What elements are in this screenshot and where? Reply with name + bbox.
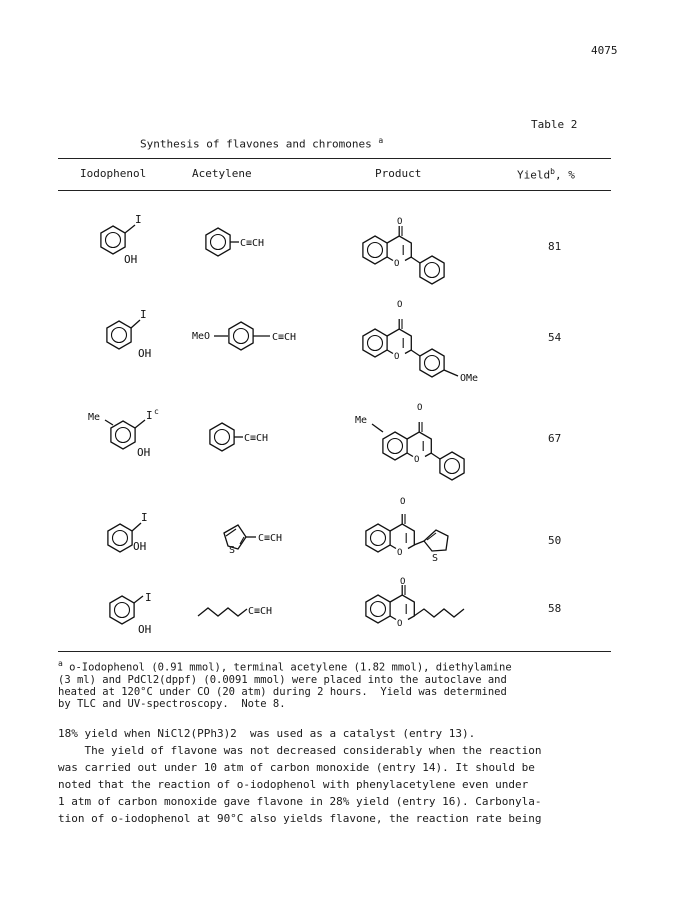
iodo-label: I — [141, 511, 148, 524]
col-header-acetylene: Acetylene — [192, 167, 252, 180]
hydroxy-label: OH — [138, 347, 152, 360]
row3-iodophenol — [88, 407, 159, 459]
table-bottom-rule — [58, 651, 611, 652]
yield-header-marker: b — [550, 167, 555, 176]
row3-acetylene — [210, 423, 268, 451]
iodo-label: I — [135, 213, 142, 226]
yield-header-text: Yield — [517, 168, 551, 182]
caption-footnote-marker: a — [378, 136, 384, 145]
carbonyl-o: O — [400, 497, 406, 507]
ring-o: O — [394, 259, 400, 269]
yield-row-3: 67 — [548, 432, 562, 445]
ring-o: O — [397, 619, 403, 629]
body-line-1: 18% yield when NiCl2(PPh3)2 was used as a catalyst (entry 13). — [58, 727, 476, 740]
yield-row-2: 54 — [548, 331, 562, 344]
footnote-line-4: by TLC and UV-spectroscopy. Note 8. — [58, 697, 286, 710]
hydroxy-label: OH — [138, 623, 152, 636]
footnote-c-marker: c — [154, 407, 159, 416]
row4-iodophenol — [108, 511, 148, 553]
row4-acetylene — [224, 525, 282, 556]
row5-product — [366, 577, 464, 629]
body-line-5: 1 atm of carbon monoxide gave flavone in 28% yield (entry 16). Carbonyla- — [58, 795, 542, 808]
yield-row-4: 50 — [548, 534, 562, 547]
row2-acetylene — [192, 322, 296, 350]
row5-acetylene — [198, 606, 272, 617]
carbonyl-o: O — [417, 403, 423, 413]
methyl-substituent: Me — [355, 415, 368, 426]
body-line-6: tion of o-iodophenol at 90°C also yields flavone, the reaction rate being — [58, 812, 542, 825]
row4-product — [366, 497, 448, 564]
footnote-line-1: o-Iodophenol (0.91 mmol), terminal acetylene (1.82 mmol), diethylamine — [62, 661, 512, 674]
col-header-product: Product — [375, 167, 422, 180]
iodo-label: I — [146, 409, 153, 422]
page-number: 4075 — [591, 44, 618, 57]
acetylene-label: C≡CH — [240, 238, 265, 249]
yield-row-5: 58 — [548, 602, 562, 615]
table-label: Table 2 — [531, 118, 578, 131]
footnote-marker: a — [58, 659, 63, 668]
ring-o: O — [397, 548, 403, 558]
caption-text: Synthesis of flavones and chromones — [140, 137, 372, 151]
iodo-label: I — [140, 308, 147, 321]
acetylene-label: C≡CH — [248, 606, 273, 617]
row2-product — [363, 300, 478, 384]
row1-iodophenol — [101, 213, 142, 266]
methoxy-prefix: MeO — [192, 331, 211, 342]
body-paragraph — [58, 725, 623, 827]
hydroxy-label: OH — [133, 540, 147, 553]
thiophene-s: S — [229, 545, 236, 556]
row1-product — [363, 217, 444, 284]
carbonyl-o: O — [400, 577, 406, 587]
hydroxy-label: OH — [137, 446, 151, 459]
acetylene-label: C≡CH — [244, 433, 269, 444]
row2-iodophenol — [107, 308, 151, 360]
hydroxy-label: OH — [124, 253, 138, 266]
body-line-3: was carried out under 10 atm of carbon monoxide (entry 14). It should be — [58, 761, 535, 774]
footnote-line-3: heated at 120°C under CO (20 atm) during 2 hours. Yield was determined — [58, 685, 507, 698]
yield-header-unit: , % — [554, 168, 575, 182]
row1-acetylene — [206, 228, 264, 256]
footnote-line-2: (3 ml) and PdCl2(dppf) (0.0091 mmol) were placed into the autoclave and — [58, 673, 507, 686]
ring-o: O — [394, 352, 400, 362]
body-line-4: noted that the reaction of o-iodophenol with phenylacetylene even under — [58, 778, 529, 791]
carbonyl-o: O — [397, 217, 403, 227]
row5-iodophenol — [110, 591, 152, 636]
ring-o: O — [414, 455, 420, 465]
methyl-label: Me — [88, 412, 101, 423]
body-line-2: The yield of flavone was not decreased considerably when the reaction — [58, 744, 542, 757]
methoxy-substituent: OMe — [460, 373, 479, 384]
acetylene-label: C≡CH — [272, 332, 297, 343]
carbonyl-o: O — [397, 300, 403, 310]
row3-product — [355, 403, 464, 480]
acetylene-label: C≡CH — [258, 533, 283, 544]
thiophene-s: S — [432, 553, 439, 564]
iodo-label: I — [145, 591, 152, 604]
col-header-iodophenol: Iodophenol — [80, 167, 147, 180]
table-footnote — [58, 658, 618, 710]
yield-row-1: 81 — [548, 240, 562, 253]
